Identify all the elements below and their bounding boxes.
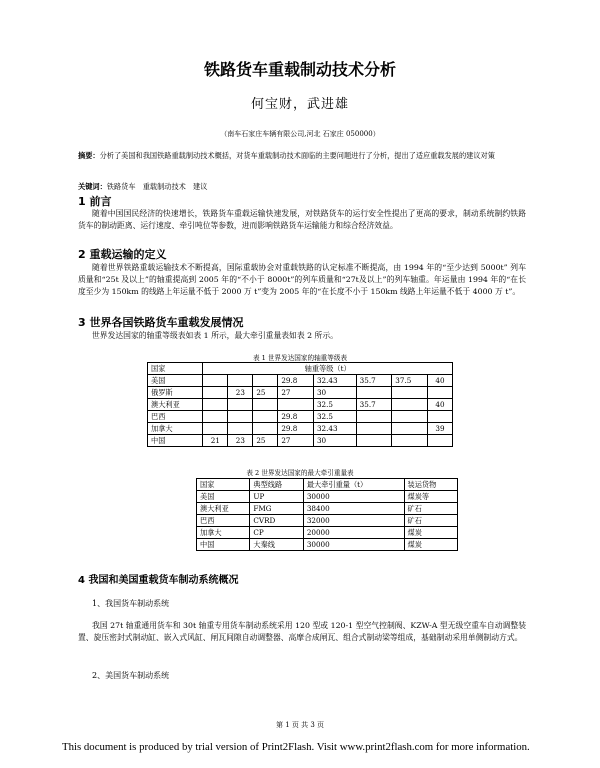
table-cell: [203, 387, 228, 399]
table-1-caption: 表 1 世界发达国家的轴重等级表: [252, 354, 348, 362]
table-cell: 中国: [197, 539, 250, 551]
table-cell: 35.7: [356, 375, 392, 387]
table-cell: [228, 375, 253, 387]
paper-title: 铁路货车重载制动技术分析: [203, 60, 396, 79]
section-2-heading: 2 重载运输的定义: [78, 248, 167, 261]
table-cell: 30000: [303, 491, 404, 503]
table-cell: 21: [203, 435, 228, 447]
authors: 何宝财，武进雄: [250, 97, 349, 112]
table-cell-country: 中国: [148, 435, 203, 447]
affiliation: （南车石家庄车辆有限公司,河北 石家庄 050000）: [220, 130, 380, 138]
table-cell: 40: [427, 399, 452, 411]
table-cell: 29.8: [278, 423, 314, 435]
table-cell: 30: [313, 387, 356, 399]
table-cell: 矿石: [404, 503, 457, 515]
section-1-text: 随着中国国民经济的快速增长，铁路货车重载运输快速发展，对铁路货车的运行安全性提出了更高的要求，制动系统制约铁路货车的制动距离、运行速度、牵引吨位等参数，进而影响铁路货车运输能力和综合经济效益。: [78, 209, 526, 231]
table-row: [148, 375, 453, 387]
keywords-text: 铁路货车 重载制动技术 建议: [106, 182, 208, 191]
table-cell: [427, 435, 452, 447]
axle-load-table: [147, 362, 453, 447]
table-cell: 35.7: [356, 399, 392, 411]
table-cell: 38400: [303, 503, 404, 515]
table-cell: 27: [278, 387, 314, 399]
table-row: [148, 411, 453, 423]
table-cell: 32.5: [313, 399, 356, 411]
table-row: [197, 539, 458, 551]
table-cell: [356, 423, 392, 435]
table-2-header: 装运货物: [404, 479, 457, 491]
table-cell: [203, 423, 228, 435]
table-cell: [356, 435, 392, 447]
table-cell: 加拿大: [197, 527, 250, 539]
table-cell: 矿石: [404, 515, 457, 527]
table-row: [197, 491, 458, 503]
table-cell: 27: [278, 435, 314, 447]
table-cell-country: 美国: [148, 375, 203, 387]
table-cell: [253, 399, 278, 411]
table-cell: 美国: [197, 491, 250, 503]
table-row: [148, 387, 453, 399]
section-4-text: 我国 27t 轴重通用货车和 30t 轴重专用货车制动系统采用 120 型或 120-1 型空气控制阀、KZW-A 型无级空重车自动调整装置、旋压密封式制动缸、嵌入式风缸、闸瓦间隙自动调整器、高摩合成闸瓦、组合式制动梁等组成，基础制动采用单侧制动方式。: [78, 621, 526, 643]
table-cell: 23: [228, 435, 253, 447]
table-1-header-country: 国家: [148, 363, 203, 375]
abstract: [78, 150, 526, 161]
table-1-header-row: [148, 363, 453, 375]
table-cell: 煤炭等: [404, 491, 457, 503]
trial-notice: This document is produced by trial version of Print2Flash. Visit www.print2flash.com for more information.: [62, 741, 530, 753]
section-3-text: 世界发达国家的轴重等级表如表 1 所示，最大牵引重量表如表 2 所示。: [92, 331, 338, 340]
table-row: [197, 515, 458, 527]
table-cell: [356, 387, 392, 399]
section-4-heading: 4 我国和美国重载货车制动系统概况: [78, 575, 239, 586]
section-1-heading: 1 前言: [78, 195, 112, 208]
table-cell: 巴西: [197, 515, 250, 527]
table-cell: UP: [250, 491, 303, 503]
table-cell: [392, 423, 428, 435]
table-cell: [228, 411, 253, 423]
table-cell: 39: [427, 423, 452, 435]
section-4-subheading-1: 1、我国货车制动系统: [92, 599, 170, 608]
table-cell: [253, 411, 278, 423]
table-cell-country: 巴西: [148, 411, 203, 423]
table-cell: [203, 375, 228, 387]
table-cell: 煤炭: [404, 539, 457, 551]
table-cell-country: 澳大利亚: [148, 399, 203, 411]
table-cell: 40: [427, 375, 452, 387]
table-cell: [228, 399, 253, 411]
table-cell-country: 俄罗斯: [148, 387, 203, 399]
table-2-header: 国家: [197, 479, 250, 491]
table-cell: 大秦线: [250, 539, 303, 551]
table-cell: [203, 411, 228, 423]
section-2-text: 随着世界铁路重载运输技术不断提高，国际重载协会对重载铁路的认定标准不断提高，由 1994 年的“至少达到 5000t” 列车质量和“25t 及以上”的轴重提高到 2005 年的“不小于 8000t”的列车质量和“27t及以上”的列车轴重。年运量由 1994 年的“在长度至少为 150km 的线路上年运量不低于 2000 万 t”变为 2005 年的“在长度不小于 150km 线路上年运量不低于 4000 万 t”。: [78, 263, 526, 297]
table-cell: 20000: [303, 527, 404, 539]
table-cell: 29.8: [278, 411, 314, 423]
table-cell: 37.5: [392, 375, 428, 387]
table-row: [148, 435, 453, 447]
table-cell: FMG: [250, 503, 303, 515]
table-2-header-row: [197, 479, 458, 491]
table-cell: 澳大利亚: [197, 503, 250, 515]
table-cell: [392, 411, 428, 423]
table-cell: 25: [253, 435, 278, 447]
table-row: [148, 399, 453, 411]
table-cell: 32000: [303, 515, 404, 527]
table-2-header: 典型线路: [250, 479, 303, 491]
max-haul-table: [196, 478, 458, 551]
keywords: [78, 182, 526, 192]
table-cell: 25: [253, 387, 278, 399]
table-cell: 32.43: [313, 423, 356, 435]
table-1-header-axle: 轴重等级（t）: [203, 363, 453, 375]
table-2-header: 最大牵引重量（t）: [303, 479, 404, 491]
table-cell: [356, 411, 392, 423]
table-cell-country: 加拿大: [148, 423, 203, 435]
table-cell: [427, 411, 452, 423]
table-cell: 30: [313, 435, 356, 447]
table-cell: [228, 423, 253, 435]
table-cell: 30000: [303, 539, 404, 551]
table-cell: [392, 387, 428, 399]
abstract-label: 摘要：: [78, 151, 100, 160]
table-cell: 煤炭: [404, 527, 457, 539]
keywords-label: 关键词：: [78, 182, 107, 191]
table-row: [197, 527, 458, 539]
table-cell: [253, 375, 278, 387]
table-cell: 32.5: [313, 411, 356, 423]
table-cell: [253, 423, 278, 435]
table-cell: 29.8: [278, 375, 314, 387]
table-cell: 32.43: [313, 375, 356, 387]
abstract-text: 分析了美国和我国铁路重载制动技术概括，对货车重载制动技术面临的主要问题进行了分析，提出了适应重载发展的建议对策: [99, 151, 495, 160]
table-cell: CP: [250, 527, 303, 539]
table-cell: 23: [228, 387, 253, 399]
table-cell: [203, 399, 228, 411]
table-row: [197, 503, 458, 515]
table-cell: [278, 399, 314, 411]
table-cell: [392, 435, 428, 447]
table-row: [148, 423, 453, 435]
table-cell: CVRD: [250, 515, 303, 527]
section-3-heading: 3 世界各国铁路货车重载发展情况: [78, 316, 244, 329]
table-cell: [392, 399, 428, 411]
section-4-subheading-2: 2、美国货车制动系统: [92, 671, 170, 680]
table-cell: [427, 387, 452, 399]
table-2-caption: 表 2 世界发达国家的最大牵引重量表: [246, 469, 354, 477]
page-footer: 第 1 页 共 3 页: [275, 721, 325, 729]
